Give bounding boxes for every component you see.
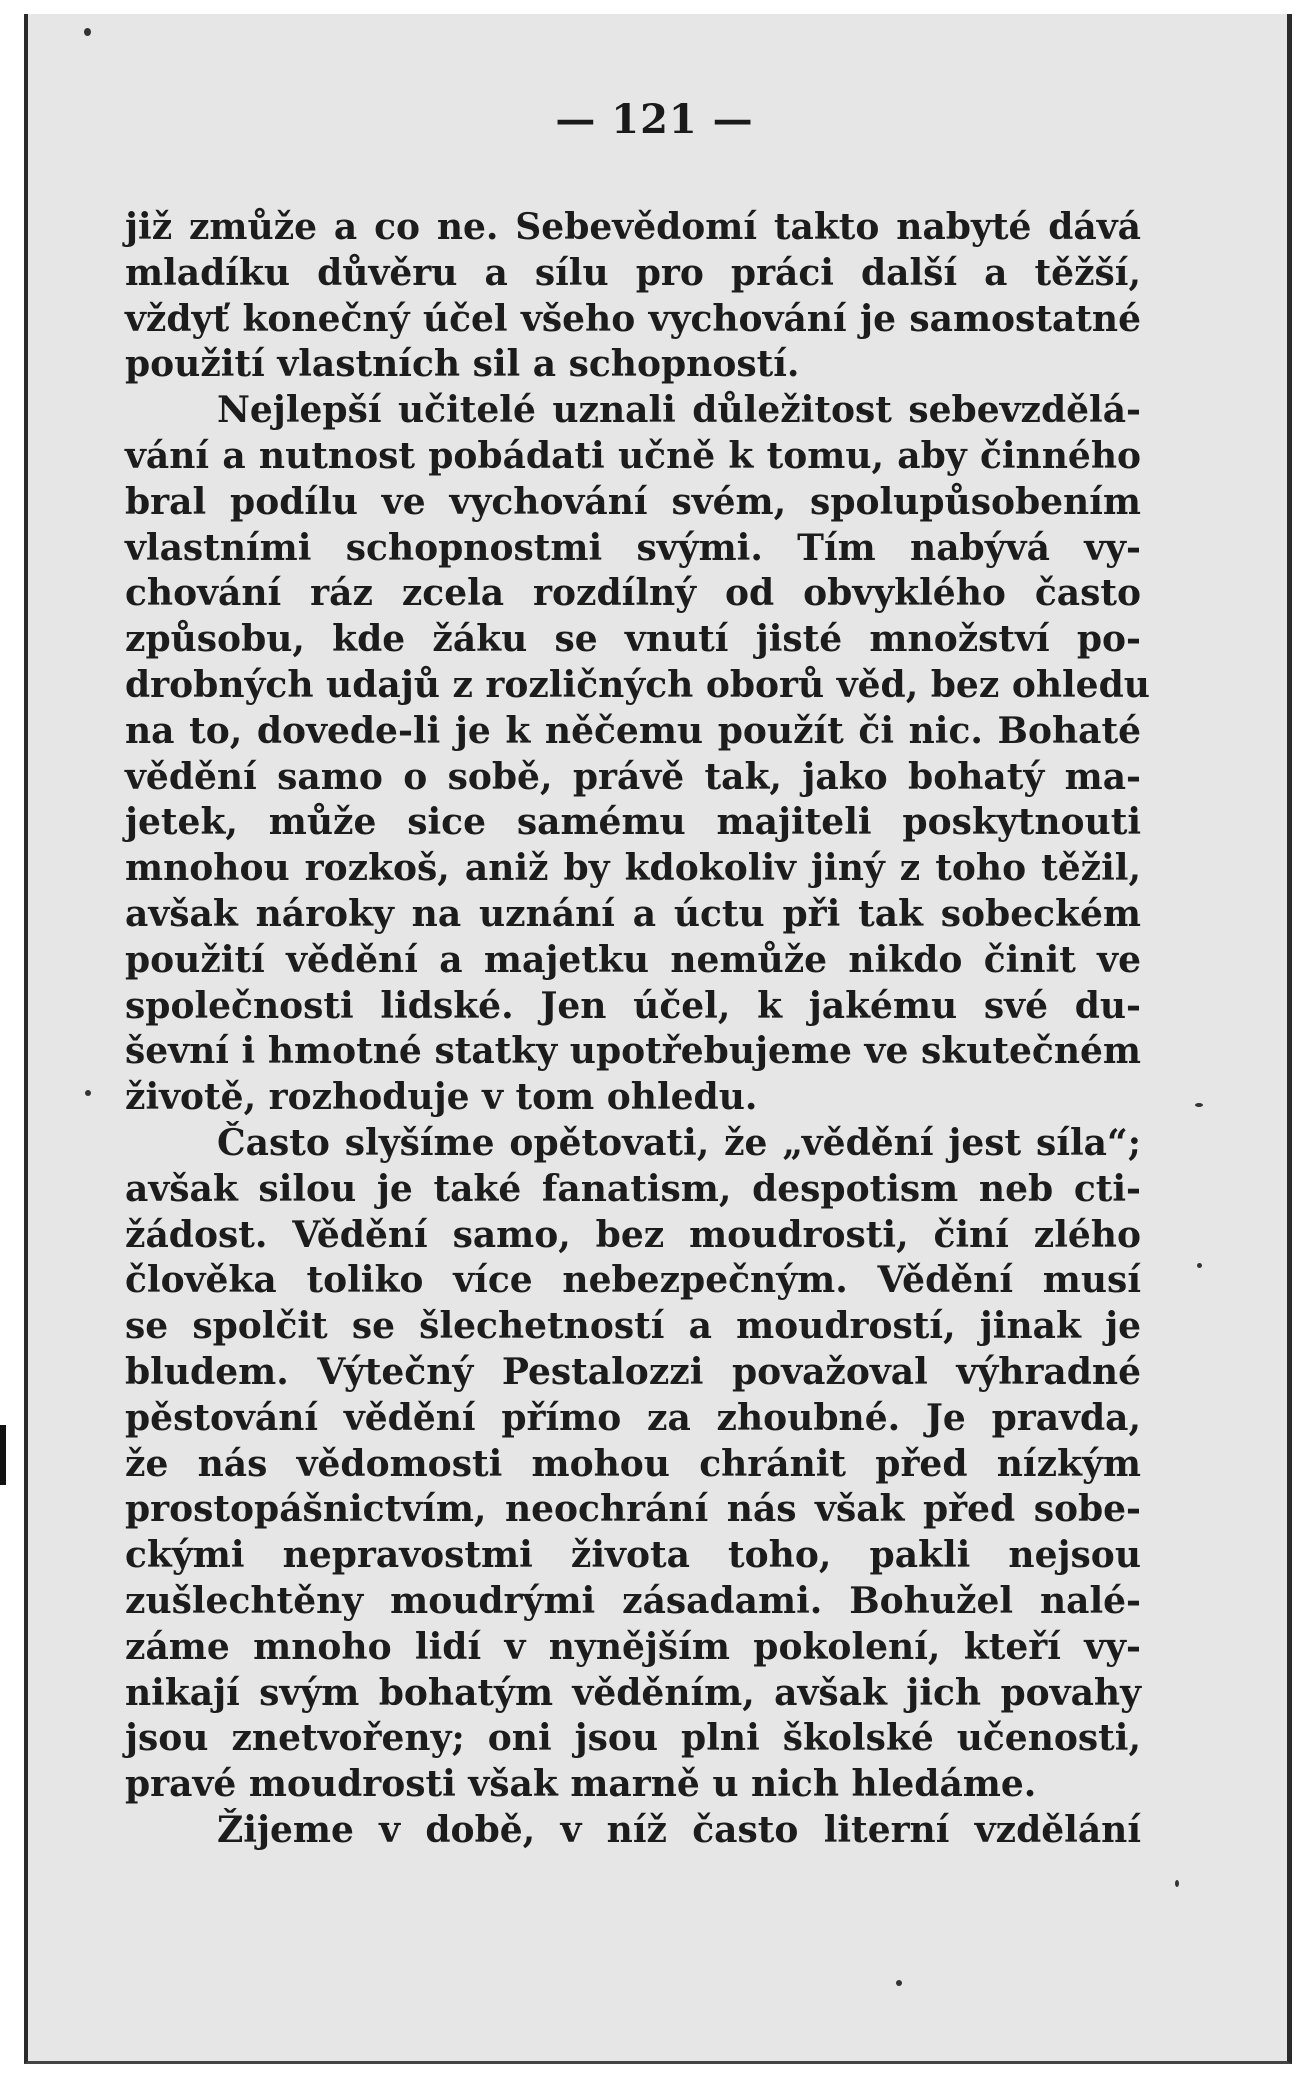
text-line: vlastními schopnostmi svými. Tím nabývá vy- bbox=[125, 526, 1141, 569]
speck-mark bbox=[84, 28, 91, 36]
speck-mark bbox=[1195, 1103, 1203, 1107]
text-line: životě, rozhoduje v tom ohledu. bbox=[125, 1076, 758, 1119]
text-line: člověka toliko více nebezpečným. Vědění musí bbox=[125, 1259, 1141, 1302]
speck-mark bbox=[1197, 1263, 1202, 1268]
text-line: mladíku důvěru a sílu pro práci další a těžší, bbox=[125, 251, 1141, 294]
text-line: že nás vědomosti mohou chránit před nízkým bbox=[125, 1442, 1141, 1485]
text-line: mnohou rozkoš, aniž by kdokoliv jiný z toho těžil, bbox=[125, 847, 1141, 890]
text-line: Nejlepší učitelé uznali důležitost sebevzdělá- bbox=[217, 389, 1141, 432]
text-line: již zmůže a co ne. Sebevědomí takto nabyté dává bbox=[125, 206, 1141, 248]
text-line: pravé moudrosti však marně u nich hledáme. bbox=[125, 1763, 1037, 1806]
text-line: záme mnoho lidí v nynějším pokolení, kteří vy- bbox=[125, 1625, 1141, 1668]
body-text bbox=[125, 205, 1150, 1854]
text-line: pěstování vědění přímo za zhoubné. Je pravda, bbox=[125, 1396, 1141, 1439]
page-number: — 121 — bbox=[555, 96, 754, 143]
text-line: na to, dovede-li je k něčemu použít či nic. Bohaté bbox=[125, 709, 1141, 752]
text-line: ševní i hmotné statky upotřebujeme ve skutečném bbox=[125, 1030, 1141, 1073]
text-line: Žijeme v době, v níž často literní vzdělání bbox=[217, 1808, 1141, 1851]
text-line: způsobu, kde žáku se vnutí jisté množství po- bbox=[125, 618, 1141, 661]
text-line: nikají svým bohatým věděním, avšak jich povahy bbox=[125, 1671, 1141, 1714]
text-line: Často slyšíme opětovati, že „vědění jest síla“; bbox=[217, 1121, 1141, 1164]
text-line: se spolčit se šlechetností a moudrostí, jinak je bbox=[125, 1305, 1141, 1348]
text-line: žádost. Vědění samo, bez moudrosti, činí zlého bbox=[125, 1213, 1141, 1256]
text-line: ckými nepravostmi života toho, pakli nejsou bbox=[125, 1534, 1141, 1577]
speck-mark bbox=[85, 1090, 91, 1096]
text-line: použití vědění a majetku nemůže nikdo činit ve bbox=[125, 938, 1141, 981]
text-line: jsou znetvořeny; oni jsou plni školské učenosti, bbox=[125, 1717, 1141, 1760]
text-line: avšak nároky na uznání a úctu při tak sobeckém bbox=[125, 892, 1141, 935]
text-line: použití vlastních sil a schopností. bbox=[125, 343, 800, 386]
text-line: jetek, může sice samému majiteli poskytnouti bbox=[125, 801, 1141, 844]
speck-mark bbox=[896, 1980, 902, 1986]
speck-mark bbox=[1175, 1880, 1179, 1887]
text-line: drobných udajů z rozličných oborů věd, bez ohledu bbox=[125, 663, 1150, 706]
left-edge-mark bbox=[0, 1425, 6, 1485]
text-line: vždyť konečný účel všeho vychování je samostatné bbox=[125, 297, 1141, 340]
text-line: chování ráz zcela rozdílný od obvyklého často bbox=[125, 572, 1141, 615]
text-line: vání a nutnost pobádati učně k tomu, aby činného bbox=[125, 434, 1141, 477]
text-line: avšak silou je také fanatism, despotism neb cti- bbox=[125, 1167, 1141, 1210]
text-line: prostopášnictvím, neochrání nás však před sobe- bbox=[125, 1488, 1141, 1531]
text-line: zušlechtěny moudrými zásadami. Bohužel nalé- bbox=[125, 1579, 1141, 1622]
text-line: vědění samo o sobě, právě tak, jako bohatý ma- bbox=[125, 755, 1141, 798]
text-line: bral podílu ve vychování svém, spolupůsobením bbox=[125, 480, 1141, 523]
text-line: společnosti lidské. Jen účel, k jakému své du- bbox=[125, 984, 1141, 1027]
text-line: bludem. Výtečný Pestalozzi považoval výhradné bbox=[125, 1350, 1141, 1393]
